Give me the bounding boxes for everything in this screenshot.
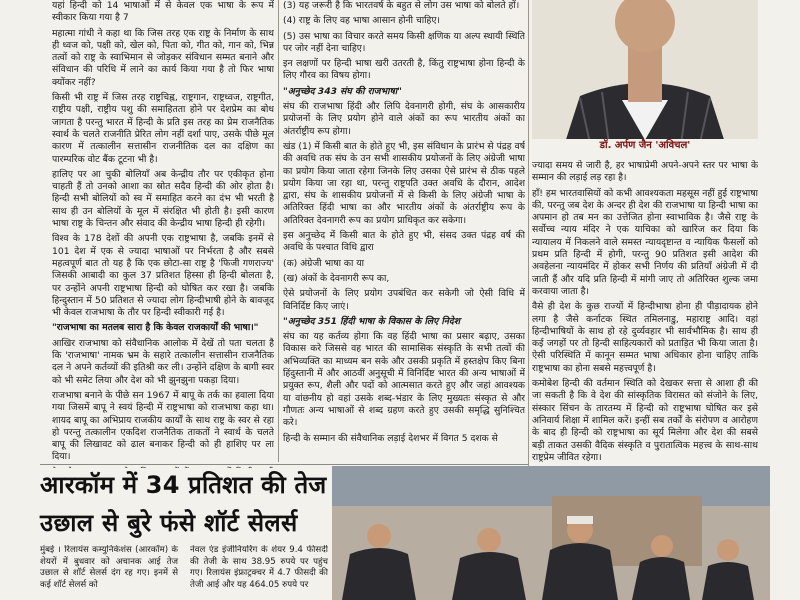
list-item: (क) अंग्रेजी भाषा का या (283, 257, 364, 269)
author-portrait (532, 0, 758, 152)
paragraph: हिन्दी के सम्मान की संवैधानिक लड़ाई देशभर में विगत 5 दशक से (283, 432, 498, 444)
paragraph: हालिए पर आ चुकी बोलियाँ अब केन्द्रीय तौर पर एकीकृत होना चाहती हैं तो उनको आशा का स्रोत सदैव हिन्दी की ओर होता है। हिन्दी सभी बोलियों को स्व में समाहित करने का दंभ भी भरती है साथ ही उन बोलियों के मूल में संरक्षित भी होती है। इसी कारण भाषा राष्ट्र के चिन्तन और संवाद की केन्द्रीय भाषा हिन्दी ही रहेगी। (52, 168, 274, 230)
event-photo (332, 466, 770, 600)
story-column: मुंबई । रिलायंस कम्युनिकेशंस (आरकॉम) के शेयरों में बुधवार को अचानक आई तेज उछाल से शॉर्ट सेलर्स दंग रह गए। इनमें से कई शॉर्ट सेलर्स को (40, 545, 178, 590)
paragraph: संघ की राजभाषा हिंदी और लिपि देवनागरी होगी, संघ के आसकारीय प्रयोजनों के लिए प्रयोग होने वाले अंकों का रूप भारतीय अंकों का अंतर्राष्ट्रीय रूप होगा। (283, 101, 525, 137)
paragraph: आखिर राजभाषा को संवैधानिक आलोक में देखें तो पता चलता है कि 'राजभाषा' नामक भ्रम के सहारे तत्कालीन सत्तासीन राजनैतिक दल ने अपने कर्तव्यों की इतिश्री कर ली। उन्होंने दक्षिण के बागी स्वर को भी समेट लिया और देश को भी झुनझुना पकड़ा दिया। (52, 337, 274, 386)
subhead: "अनुच्छेद 351 हिंदी भाषा के विकास के लिए निदेश (283, 315, 460, 327)
photo-caption: डॉ. अर्पण जैन 'अविचल' (532, 139, 758, 153)
column-divider (278, 0, 279, 462)
paragraph: ऐसे प्रयोजनों के लिए प्रयोग उपबंधित कर सकेगी जो ऐसी विधि में विनिर्दिष्ट किए जाएं। (283, 288, 525, 312)
paragraph: संघ का यह कर्तव्य होगा कि वह हिंदी भाषा का प्रसार बढ़ाए, उसका विकास करे जिससे वह भारत की सामासिक संस्कृति के सभी तत्वों की अभिव्यक्ति का माध्यम बन सके और उसकी प्रकृति में हस्तक्षेप किए बिना हिंदुस्तानी में और आठवीं अनुसूची में विनिर्दिष्ट भारत की अन्य भाषाओं में प्रयुक्त रूप, शैली और पदों को आत्मसात करते हुए और जहां आवश्यक या वांछनीय हो वहां उसके शब्द-भंडार के लिए मुख्यतः संस्कृत से और गौणतः अन्य भाषाओं से शब्द ग्रहण करते हुए उसकी समृद्धि सुनिश्चित करे। (283, 331, 525, 429)
headline (40, 466, 328, 542)
headline-line: उछाल से बुरे फंसे शॉर्ट सेलर्स (40, 509, 298, 537)
paragraph: इस अनुच्छेद में किसी बात के होते हुए भी, संसद उक्त पंद्रह वर्ष की अवधि के पश्चात विधि द्वारा (283, 230, 525, 254)
paragraph: इन लक्षणों पर हिन्दी भाषा खरी उतरती है, किंतु राष्ट्रभाषा होना हिन्दी के लिए गौरव का विषय होगा। (283, 58, 525, 82)
section-divider (40, 464, 528, 465)
paragraph: वैसे ही देश के कुछ राज्यों में हिन्दीभाषा होना ही पीड़ादायक होने लगा है जैसे कर्नाटक स्थित तमिलनाडु, महाराष्ट्र आदि। वहां हिन्दीभाषियों के साथ हो रहे दुर्व्यवहार भी सार्वभौमिक है। साथ ही कई जगहों पर तो हिन्दी साहित्यकारों को प्रताड़ित भी किया जाता है। ऐसी परिस्थिति में कानून सम्मत भाषा अधिकार होना चाहिए ताकि राष्ट्रभाषा का होना सबसे महत्त्वपूर्ण है। (532, 301, 758, 374)
list-item: (5) उस भाषा का विचार करते समय किसी क्षणिक या अल्प स्थायी स्थिति पर जोर नहीं देना चाहिए। (283, 30, 525, 54)
story-body (40, 545, 328, 600)
paragraph: महात्मा गांधी ने कहा था कि जिस तरह एक राष्ट्र के निर्माण के साथ ही ध्वज को, पक्षी को, खेल को, पिता को, गीत को, गान को, भिन्न तत्वों को राष्ट्र के स्वाभिमान से जोड़कर संविधान सम्मत बनाने और संविधान की परिधि में लाने का कार्य किया गया है तो फिर भाषा क्योंकर नहीं? (52, 27, 274, 88)
paragraph: किसी भी राष्ट्र में जिस तरह राष्ट्रचिह्न, राष्ट्रगान, राष्ट्रध्वज, राष्ट्रगीत, राष्ट्रीय पक्षी, राष्ट्रीय पशु की समाहितता होने पर देशप्रेम का बोध जागता है परन्तु भारत में हिन्दी के प्रति इस तरह का प्रेम राजनैतिक स्वार्थ के चलते राजनीति प्रेरित लोग नहीं दर्शा पाए, उसके पीछे मूल कारण में तत्कालीन सत्तासीन राजनीतिक दल का दक्षिण का पारम्परिक वोट बैंक टूटना भी है। (52, 92, 274, 165)
article-column-2 (283, 0, 525, 462)
list-item: (3) यह जरूरी है कि भारतवर्ष के बहुत से लोग उस भाषा को बोलते हों। (283, 0, 520, 11)
list-item: (4) राष्ट्र के लिए वह भाषा आसान होनी चाहिए। (283, 15, 440, 27)
paragraph: खंड (1) में किसी बात के होते हुए भी, इस संविधान के प्रारंभ से पंद्रह वर्ष की अवधि तक संघ के उन सभी शासकीय प्रयोजनों के लिए अंग्रेजी भाषा का प्रयोग किया जाता रहेगा जिनके लिए उसका ऐसे प्रारंभ से ठीक पहले प्रयोग किया जा रहा था, परन्तु राष्ट्रपति उक्त अवधि के दौरान, आदेश द्वारा, संघ के शासकीय प्रयोजनों में से किसी के लिए अंग्रेजी भाषा के अतिरिक्त हिंदी भाषा का और भारतीय अंकों के अंतर्राष्ट्रीय रूप के अतिरिक्त देवनागरी रूप का प्रयोग प्राधिकृत कर सकेगा। (283, 140, 525, 226)
article-column-1 (52, 0, 274, 468)
paragraph: ज्यादा समय से जारी है, हर भाषाप्रेमी अपने-अपने स्तर पर भाषा के सम्मान की लड़ाई लड़ रहा है। (532, 160, 758, 184)
list-item: (ख) अंकों के देवनागरी रूप का, (283, 272, 390, 284)
paragraph: राजभाषा बनाने के पीछे सन 1967 में बापू के तर्क का हवाला दिया गया जिसमें बापू ने स्वयं हिन्दी में राष्ट्रभाषा को राजभाषा कहा था। शायद बापू का अभिप्राय राजकीय कार्यों के साथ राष्ट्र के स्वर से रहा हो परन्तु तत्कालीन एकदिश राजनैतिक ताकतों ने स्वार्थ के चलते बापू की लिखावट को ढाल बनाकर हिन्दी को ही हाशिए पर ला दिया। (52, 389, 274, 463)
headline-line: आरकॉम में 34 प्रतिशत की तेज (40, 471, 327, 499)
subhead: "अनुच्छेद 343 संघ की राजभाषा" (283, 85, 402, 97)
paragraph: विश्व के 178 देशों की अपनी एक राष्ट्रभाषा है, जबकि इनमें से 101 देश में एक से ज्यादा भाषाओं पर निर्भरता है और सबसे महत्वपूर्ण बात तो यह है कि एक छोटा-सा राष्ट्र है 'फिजी गणराज्य' जिसकी आबादी का कुल 37 प्रतिशत हिस्सा ही हिन्दी बोलता है, पर उन्होंने अपनी राष्ट्रभाषा हिन्दी को घोषित कर रखा है। जबकि हिन्दुस्तान में 50 प्रतिशत से ज्यादा लोग हिन्दीभाषी होने के बावजूद भी केवल राजभाषा के तौर पर हिन्दी स्वीकारी गई है। (52, 233, 274, 319)
quote: "राजभाषा का मतलब सारा है कि केवल राजकार्यों की भाषा।" (52, 322, 259, 334)
paragraph: यहां हिन्दी को 14 भाषाओं में से केवल एक भाषा के रूप में स्वीकार किया गया है 7 (52, 0, 274, 24)
story-column: नेवल एंड इंजीनियरिंग के शेयर 9.4 फीसदी की तेजी के साथ 38.95 रुपये पर पहुंच गए। रिलायंस इंफ्राट्रक्चर में 4.7 फीसदी की तेजी आई और यह 464.05 रुपये पर (190, 545, 328, 590)
paragraph: कमोबेश हिन्दी की वर्तमान स्थिति को देखकर सत्ता से आशा ही की जा सकती है कि वे देश की सांस्कृतिक विरासत को संजोने के लिए, संस्कार सिंचन के तारतम्य में हिन्दी को राष्ट्रभाषा घोषित कर इसे अनिवार्य शिक्षा में शामिल करें। इन्हीं सब तर्कों के संरोपण व आरोहण के बाद ही हिन्दी को राष्ट्रभाषा का सूर्य मिलेगा और देश की सबसे बड़ी ताकत उसकी वैदिक संस्कृति व पुरातात्विक महत्त्व के साथ-साथ राष्ट्रप्रेम जीवित रहेगा। (532, 378, 758, 463)
paragraph: हाँ! हम भारतवासियों को कभी आवश्यकता महसूस नहीं हुई राष्ट्रभाषा की, परन्तु जब देश के अन्दर ही देश की राजभाषा या हिन्दी भाषा का अपमान हो तब मन का उत्तेजित होना स्वाभाविक है। जैसे राष्ट्र के सर्वोच्च न्याय मंदिर ने एक याचिका को खारिज कर दिया कि न्यायालय में निकलने वाले समस्त न्यायदृष्टान्त व न्यायिक फैसलों को प्रथम प्रति हिन्दी में होगी, परन्तु 90 प्रतिशत इसी आदेश की अवहेलना न्यायमंदिर में होकर सभी निर्णय की प्रतियाँ अंग्रेजी में दी जाती हैं और यदि प्रति हिन्दी में मांगी जाए तो अतिरिक्त शुल्क जमा करवाया जाता है। (532, 187, 758, 297)
